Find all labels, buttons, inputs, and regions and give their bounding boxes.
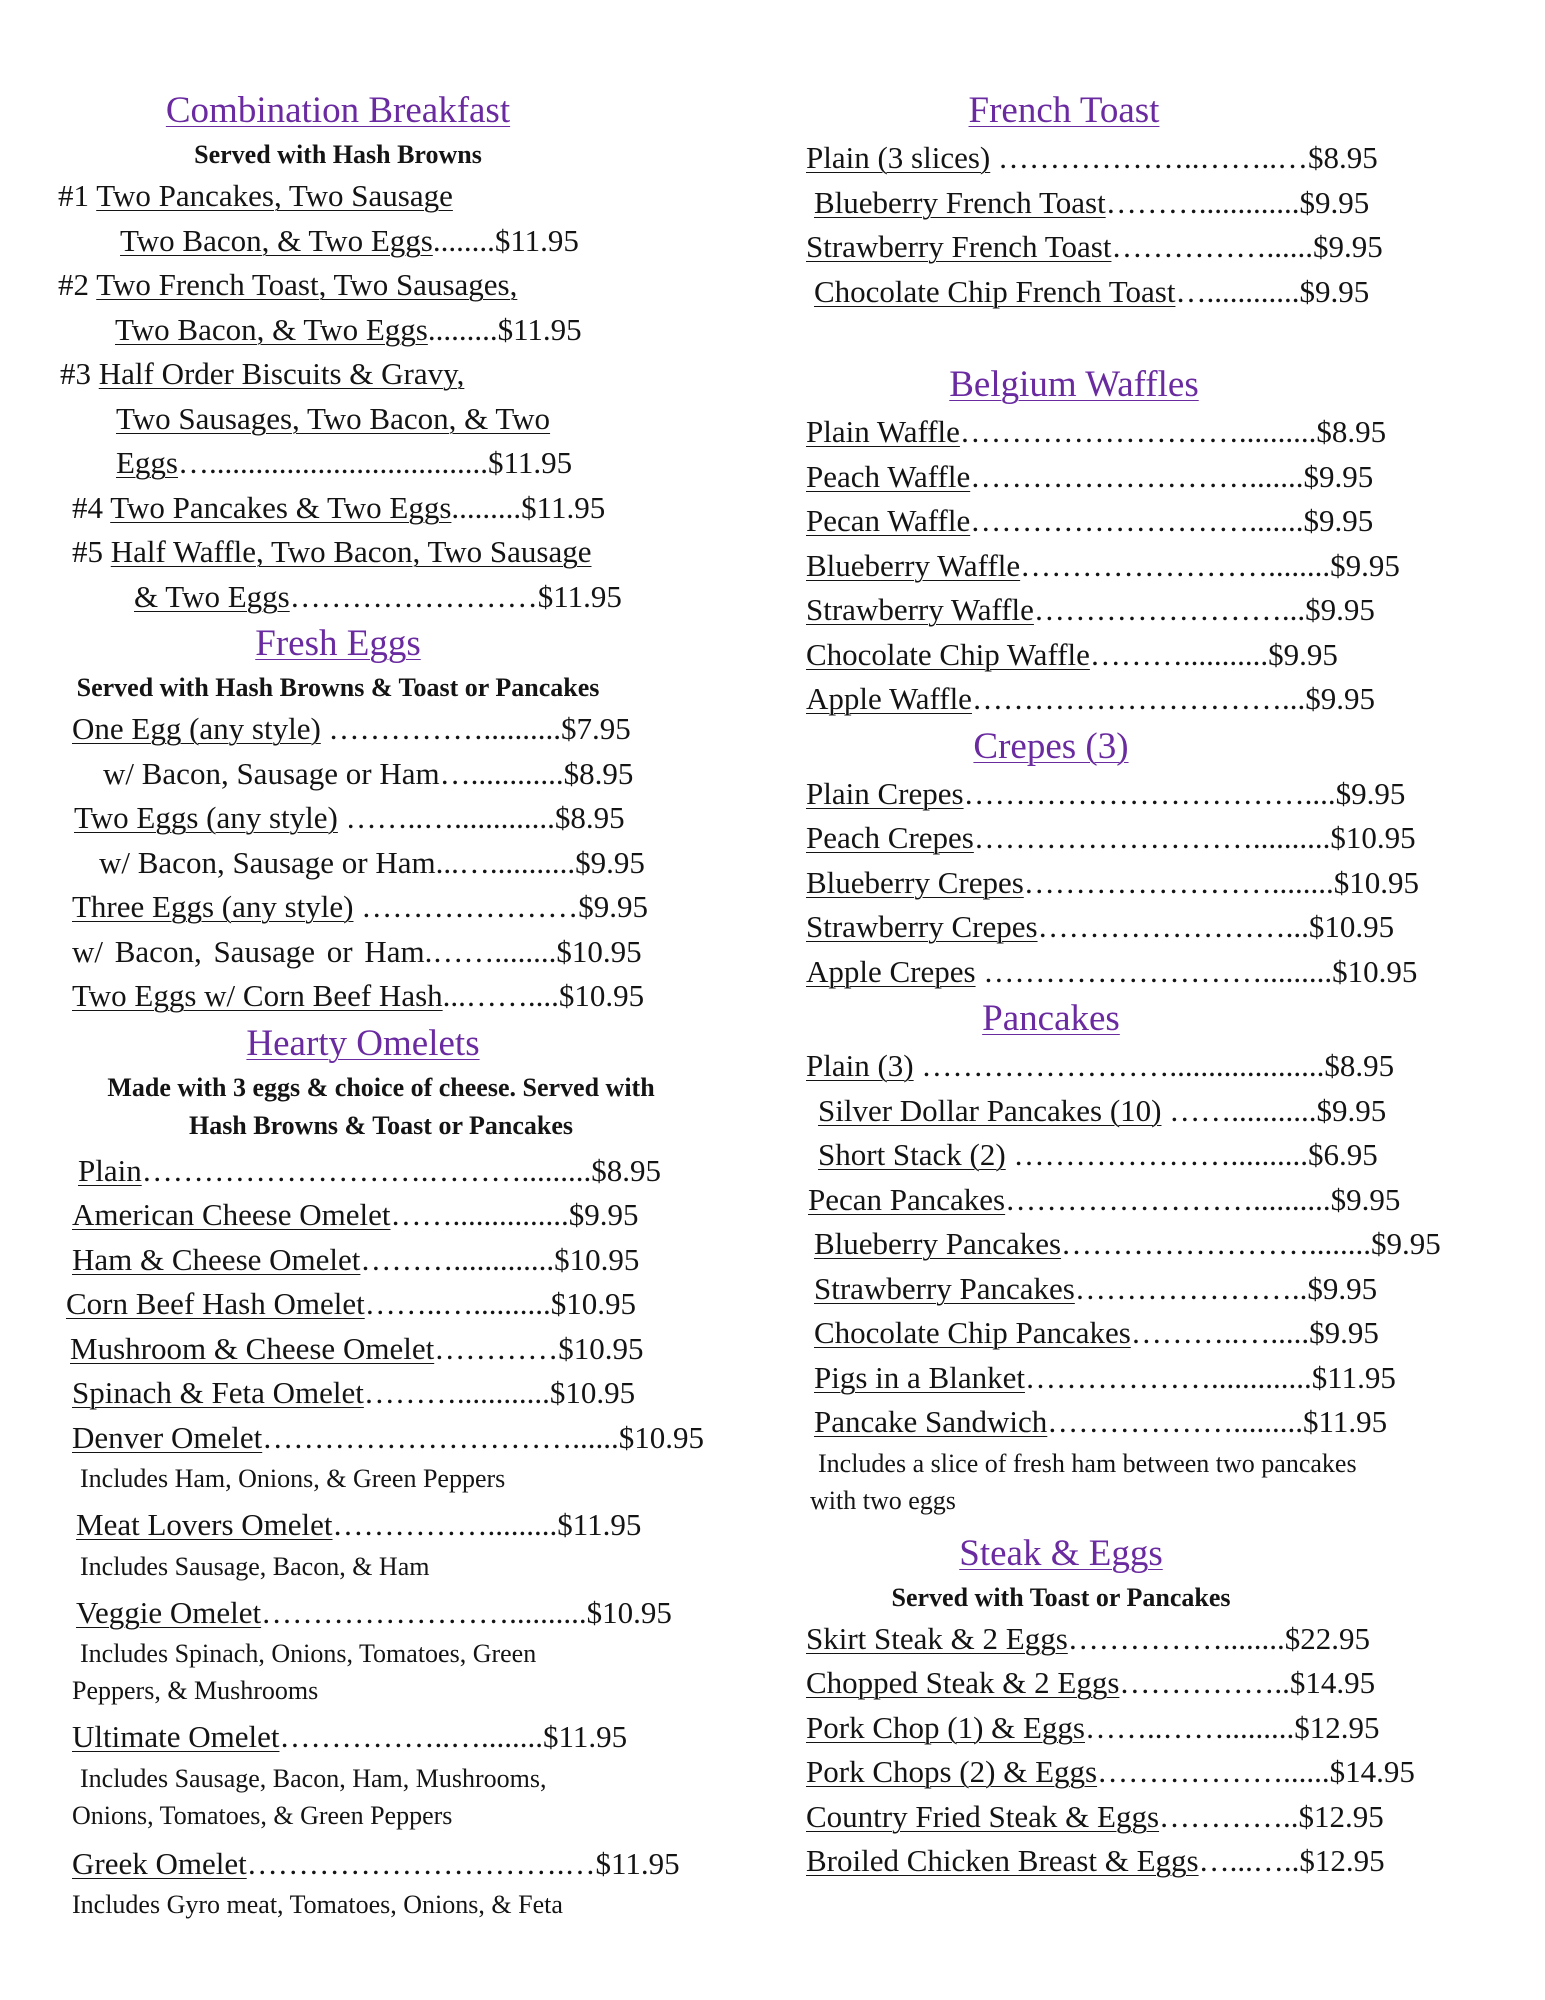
left-column bbox=[58, 86, 726, 1923]
menu-line: Chopped Steak & 2 Eggs……………..$14.95 bbox=[806, 1665, 1376, 1700]
menu-line: Blueberry Waffle……………………........$9.95 bbox=[806, 547, 1400, 583]
menu-line: Two Eggs w/ Corn Beef Hash...……....$10.95 bbox=[72, 978, 645, 1013]
menu-line: Plain……………………….……….........$8.95 bbox=[78, 1152, 661, 1188]
menu-line: Strawberry Crepes……………………...$10.95 bbox=[806, 909, 1395, 944]
menu-line: Two Bacon, & Two Eggs........$11.95 bbox=[120, 222, 579, 258]
item-note: Peppers, & Mushrooms bbox=[72, 1676, 319, 1705]
menu-line: Corn Beef Hash Omelet……..…..........$10.95 bbox=[66, 1286, 636, 1321]
fresh-eggs-section bbox=[58, 619, 726, 1019]
menu-line: Strawberry Pancakes…………………..$9.95 bbox=[814, 1270, 1378, 1306]
item-note: Includes a slice of fresh ham between two pancakes bbox=[818, 1448, 1357, 1478]
menu-line: Pork Chops (2) & Eggs………………......$14.95 bbox=[806, 1754, 1415, 1789]
menu-line: w/ Bacon, Sausage or Ham…............$8.95 bbox=[103, 755, 634, 791]
item-note: Includes Spinach, Onions, Tomatoes, Green bbox=[80, 1639, 537, 1668]
menu-line: Broiled Chicken Breast & Eggs…...…..$12.95 bbox=[806, 1843, 1385, 1878]
menu-line: Blueberry Crepes……………………........$10.95 bbox=[806, 864, 1420, 900]
section-subtitle: Made with 3 eggs & choice of cheese. Served with bbox=[107, 1072, 655, 1102]
combination-breakfast-section bbox=[58, 86, 726, 619]
menu-line: Spinach & Feta Omelet………............$10.95 bbox=[72, 1375, 636, 1410]
item-note: with two eggs bbox=[810, 1485, 956, 1515]
menu-line: Silver Dollar Pancakes (10) ……...........$9.95 bbox=[818, 1092, 1387, 1128]
pancakes-section bbox=[806, 994, 1486, 1519]
section-subtitle: Served with Hash Browns bbox=[194, 140, 482, 169]
menu-line: Eggs…....................................$11.95 bbox=[116, 445, 573, 480]
menu-line: Apple Crepes ……………………….........$10.95 bbox=[806, 953, 1418, 989]
section-title: Belgium Waffles bbox=[949, 364, 1199, 405]
item-note: Onions, Tomatoes, & Green Peppers bbox=[72, 1800, 453, 1830]
menu-line: Blueberry French Toast……….............$9.95 bbox=[814, 184, 1370, 220]
menu-line: Skirt Steak & 2 Eggs……………........$22.95 bbox=[806, 1620, 1371, 1656]
section-title: Fresh Eggs bbox=[255, 623, 421, 664]
menu-line: American Cheese Omelet……...............$9.95 bbox=[72, 1197, 639, 1232]
section-title: Crepes (3) bbox=[973, 725, 1129, 767]
menu-line: Two Eggs (any style) ……..….............$8.95 bbox=[74, 800, 625, 835]
menu-line: Three Eggs (any style) …………………$9.95 bbox=[72, 889, 648, 924]
menu-line: #5 Half Waffle, Two Bacon, Two Sausage bbox=[72, 534, 592, 569]
belgium-waffles-section bbox=[806, 360, 1486, 722]
menu-line: Apple Waffle…………………………...$9.95 bbox=[806, 681, 1375, 716]
menu-line: Greek Omelet………………………….…$11.95 bbox=[72, 1845, 680, 1881]
menu-line: Pigs in a Blanket……………….............$11.95 bbox=[814, 1359, 1396, 1395]
menu-line: Plain Waffle………………………..........$8.95 bbox=[806, 414, 1387, 449]
item-note: Includes Gyro meat, Tomatoes, Onions, & Feta bbox=[72, 1890, 563, 1919]
menu-line: Plain (3) ……………………....................$8.95 bbox=[806, 1048, 1395, 1083]
section-subtitle: Served with Toast or Pancakes bbox=[891, 1582, 1231, 1612]
menu-line: Meat Lovers Omelet…………….........$11.95 bbox=[76, 1507, 642, 1542]
steak-eggs-section bbox=[806, 1529, 1486, 1884]
menu-line: Denver Omelet…………………………......$10.95 bbox=[72, 1419, 704, 1455]
menu-line: Pecan Waffle……………………….......$9.95 bbox=[806, 503, 1374, 538]
french-toast-section bbox=[806, 86, 1486, 314]
section-title: Combination Breakfast bbox=[165, 90, 511, 131]
section-title: French Toast bbox=[968, 90, 1160, 131]
menu-line: Veggie Omelet……………………..........$10.95 bbox=[76, 1594, 672, 1630]
menu-line: Plain (3 slices) ………………..……..…$8.95 bbox=[806, 140, 1378, 175]
menu-line: Plain Crepes……………………………....$9.95 bbox=[806, 775, 1406, 811]
menu-line: Pork Chop (1) & Eggs……..…….........$12.95 bbox=[806, 1709, 1380, 1745]
menu-line: & Two Eggs……………………$11.95 bbox=[134, 578, 622, 614]
menu-line: Pancake Sandwich……………….........$11.95 bbox=[814, 1404, 1388, 1439]
menu-line: Two Sausages, Two Bacon, & Two bbox=[116, 400, 551, 436]
section-subtitle: Hash Browns & Toast or Pancakes bbox=[188, 1110, 574, 1140]
menu-line: Ham & Cheese Omelet……….............$10.95 bbox=[72, 1241, 640, 1277]
item-note: Includes Ham, Onions, & Green Peppers bbox=[80, 1464, 506, 1493]
item-note: Includes Sausage, Bacon, & Ham bbox=[80, 1551, 430, 1581]
item-note: Includes Sausage, Bacon, Ham, Mushrooms, bbox=[80, 1763, 547, 1793]
menu-line: #3 Half Order Biscuits & Gravy, bbox=[60, 356, 465, 391]
menu-line: Blueberry Pancakes……………………........$9.95 bbox=[814, 1226, 1441, 1261]
menu-line: w/ Bacon, Sausage or Ham...…...........$9.95 bbox=[99, 844, 645, 880]
menu-line: Strawberry French Toast……………......$9.95 bbox=[806, 229, 1383, 264]
section-title: Steak & Eggs bbox=[959, 1532, 1163, 1574]
menu-line: Country Fried Steak & Eggs…………..$12.95 bbox=[806, 1798, 1384, 1834]
section-title: Pancakes bbox=[982, 998, 1120, 1039]
menu-line: Ultimate Omelet……………..…........$11.95 bbox=[72, 1719, 628, 1754]
section-title: Hearty Omelets bbox=[246, 1022, 480, 1064]
menu-line: #1 Two Pancakes, Two Sausage bbox=[58, 178, 453, 213]
menu-line: Strawberry Waffle……………………...$9.95 bbox=[806, 592, 1375, 627]
menu-line: Mushroom & Cheese Omelet…………$10.95 bbox=[70, 1330, 644, 1366]
menu-line: Short Stack (2) …………………..........$6.95 bbox=[818, 1137, 1378, 1172]
crepes-section bbox=[806, 722, 1486, 995]
menu-line: Chocolate Chip Waffle………...........$9.95 bbox=[806, 636, 1338, 672]
menu-line: Peach Waffle……………………….......$9.95 bbox=[806, 458, 1374, 494]
menu-line: One Egg (any style) ……………..........$7.95 bbox=[72, 711, 631, 746]
menu-line: Chocolate Chip Pancakes………..….....$9.95 bbox=[814, 1315, 1379, 1350]
menu-line: w/ Bacon, Sausage or Ham.……........$10.95 bbox=[72, 933, 642, 969]
hearty-omelets-section bbox=[58, 1019, 726, 1924]
menu-line: #2 Two French Toast, Two Sausages, bbox=[58, 267, 518, 302]
menu-line: Pecan Pancakes……………………..........$9.95 bbox=[808, 1181, 1401, 1217]
menu-line: Chocolate Chip French Toast…............$9.95 bbox=[814, 273, 1370, 309]
section-subtitle: Served with Hash Browns & Toast or Pancakes bbox=[76, 673, 600, 702]
menu-line: Peach Crepes………………………..........$10.95 bbox=[806, 820, 1416, 855]
menu-line: Two Bacon, & Two Eggs.........$11.95 bbox=[115, 311, 582, 347]
right-column bbox=[806, 86, 1486, 1884]
menu-line: #4 Two Pancakes & Two Eggs.........$11.95 bbox=[72, 489, 606, 525]
